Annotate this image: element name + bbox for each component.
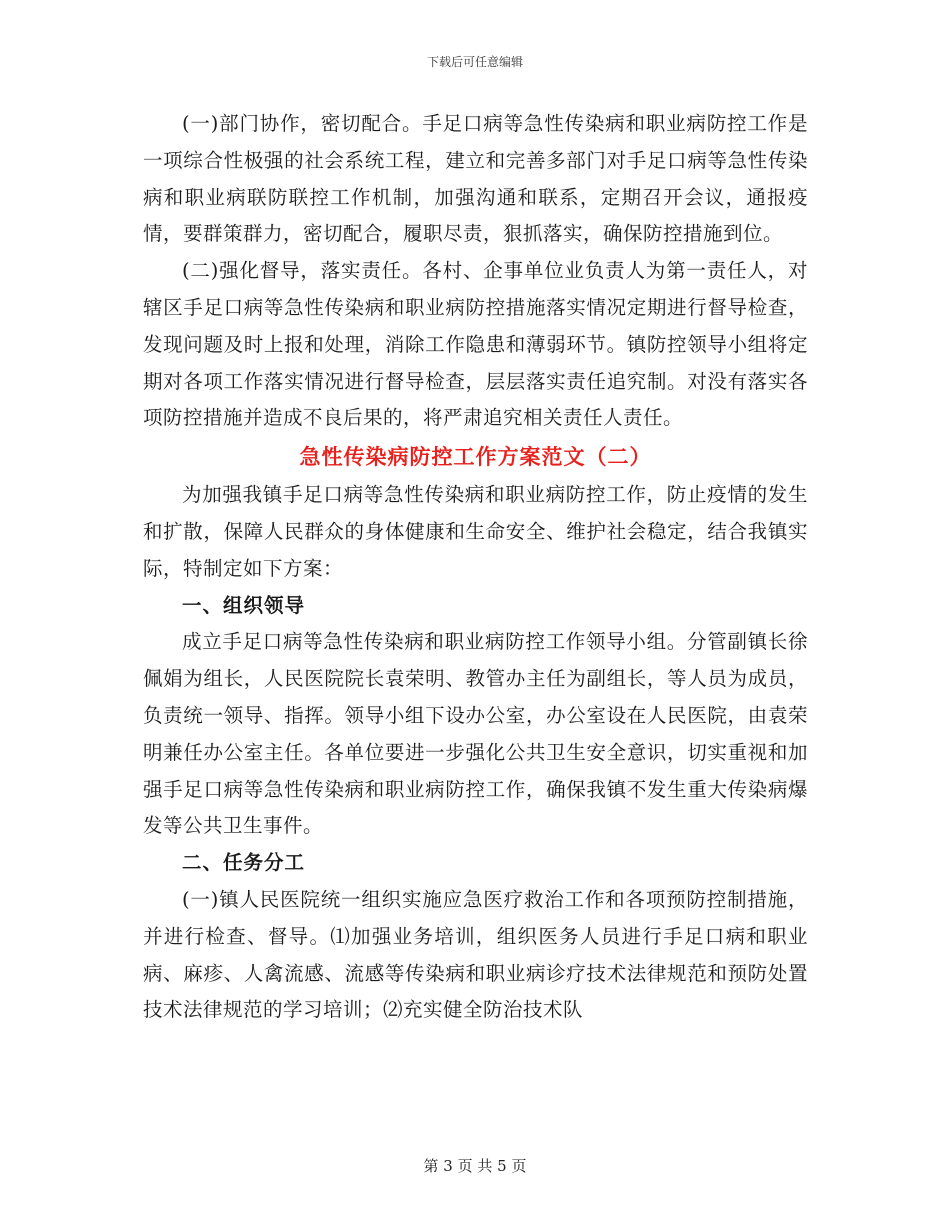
section-heading-task-division: 二、任务分工 bbox=[182, 851, 306, 875]
paragraph-task-division: (一)镇人民医院统一组织实施应急医疗救治工作和各项预防控制措施，并进行检查、督导。⑴加强业务培训，组织医务人员进行手足口病和职业病、麻疹、人禽流感、流感等传染病和职业病诊疗技术法律规范和预防处置技术法律规范的学习培训；⑵充实健全防治技术队 bbox=[143, 887, 808, 1022]
document-title: 急性传染病防控工作方案范文（二） bbox=[299, 445, 652, 470]
header-note: 下载后可任意编辑 bbox=[426, 55, 523, 69]
paragraph-intro: 为加强我镇手足口病等急性传染病和职业病防控工作，防止疫情的发生和扩散，保障人民群众的身体健康和生命安全、维护社会稳定，结合我镇实际，特制定如下方案： bbox=[143, 483, 808, 580]
paragraph-dept-cooperation: (一)部门协作，密切配合。手足口病等急性传染病和职业病防控工作是一项综合性极强的社会系统工程，建立和完善多部门对手足口病等急性传染病和职业病联防联控工作机制，加强沟通和联系，定期召开会议，通报疫情，要群策群力，密切配合，履职尽责，狠抓落实，确保防控措施到位。 bbox=[143, 112, 808, 246]
paragraph-supervision: (二)强化督导，落实责任。各村、企事单位业负责人为第一责任人，对辖区手足口病等急性传染病和职业病防控措施落实情况定期进行督导检查，发现问题及时上报和处理，消除工作隐患和薄弱环节。镇防控领导小组将定期对各项工作落实情况进行督导检查，层层落实责任追究制。对没有落实各项防控措施并造成不良后果的，将严肃追究相关责任人责任。 bbox=[143, 259, 808, 430]
section-heading-organization: 一、组织领导 bbox=[182, 593, 306, 617]
document-body bbox=[143, 106, 808, 1029]
page-number: 第 3 页 共 5 页 bbox=[423, 1157, 527, 1175]
paragraph-organization: 成立手足口病等急性传染病和职业病防控工作领导小组。分管副镇长徐佩娟为组长，人民医院院长袁荣明、教管办主任为副组长，等人员为成员，负责统一领导、指挥。领导小组下设办公室，办公室设在人民医院，由袁荣明兼任办公室主任。各单位要进一步强化公共卫生安全意识，切实重视和加强手足口病等急性传染病和职业病防控工作，确保我镇不发生重大传染病爆发等公共卫生事件。 bbox=[143, 630, 808, 838]
